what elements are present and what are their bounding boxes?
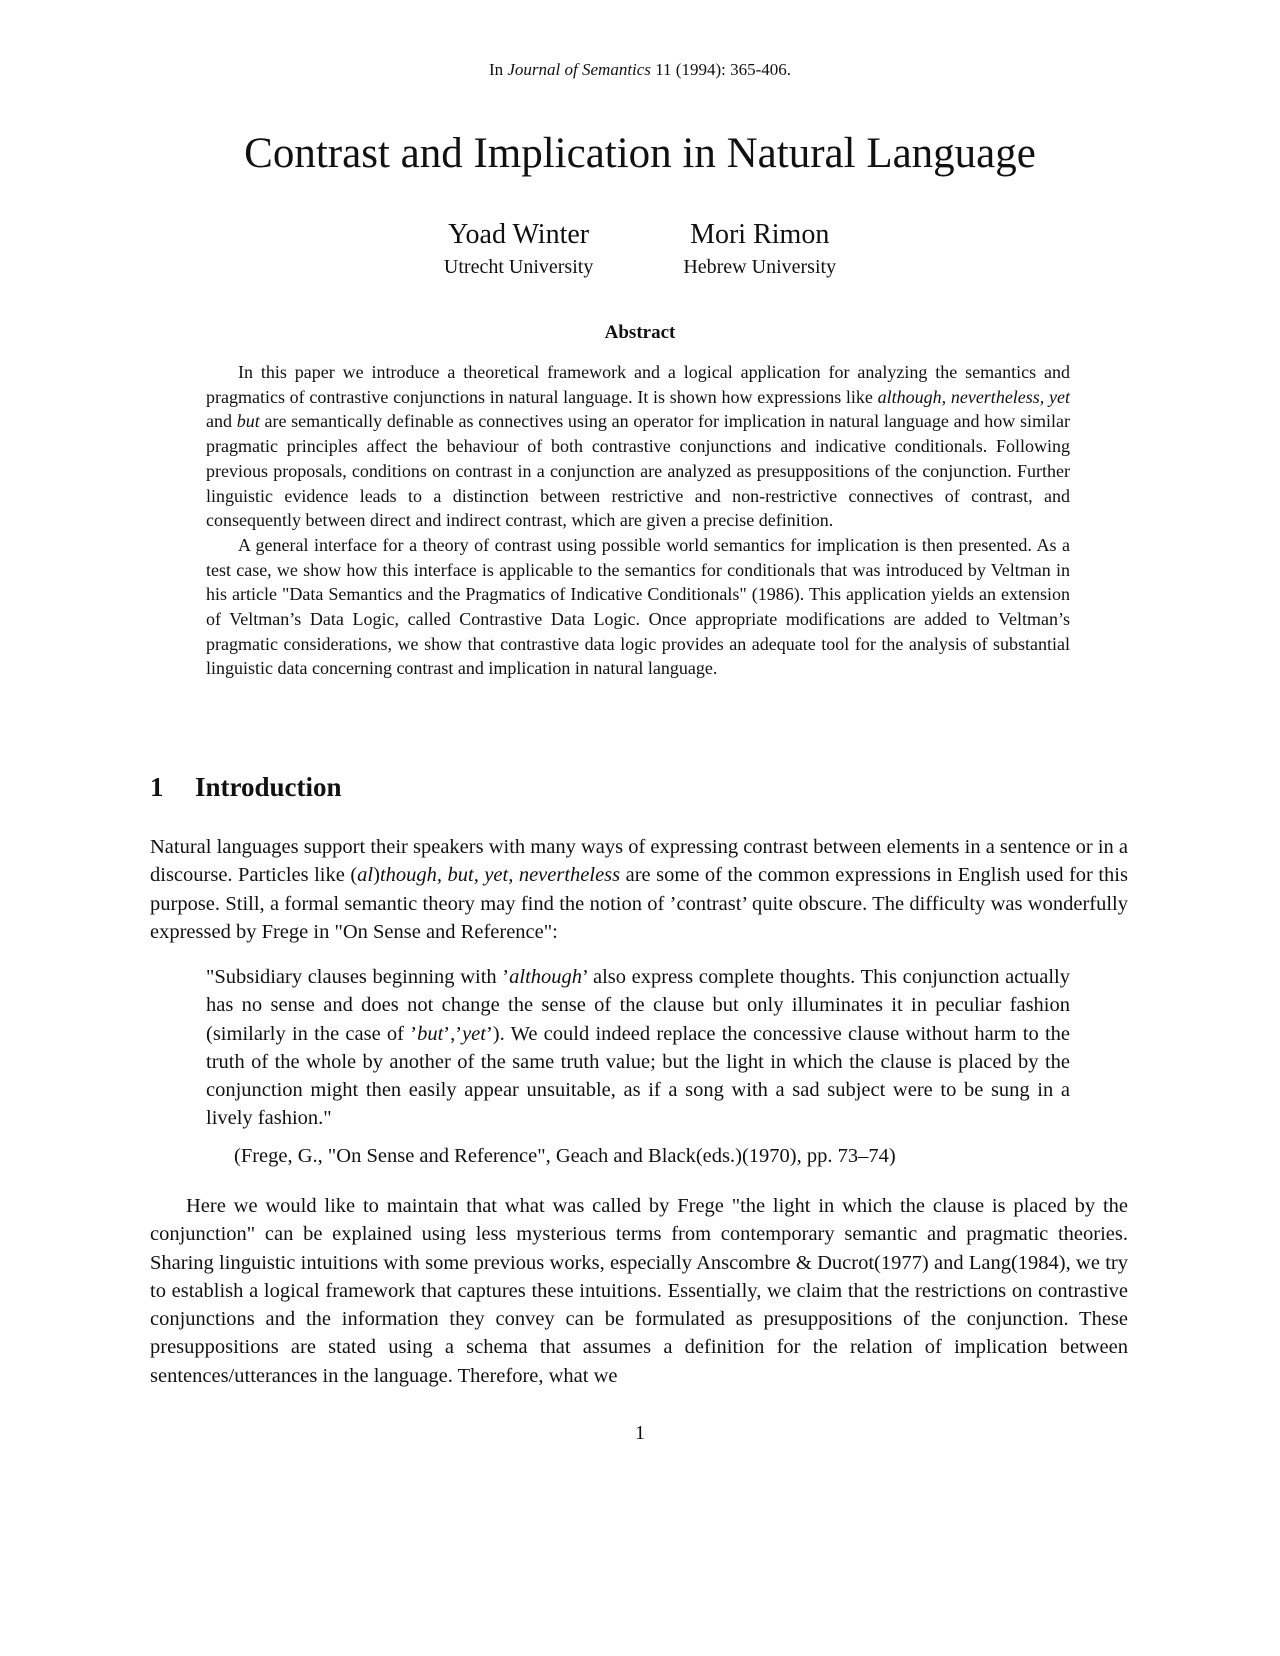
- block-quote: [206, 963, 1070, 1133]
- quote-italic-text: yet: [462, 1022, 486, 1045]
- body-text: ): [373, 864, 380, 887]
- author-1: [444, 218, 593, 282]
- abstract-body: [206, 360, 1070, 681]
- abstract-text: are semantically definable as connectives using an operator for implication in natural language and how similar pragmatic principles affect the behaviour of both contrastive conjunctions and indicative conditionals. Following previous proposals, conditions on contrast in a conjunction are analyzed as presuppositions of the conjunction. Further linguistic evidence leads to a distinction between restrictive and non-restrictive connectives of contrast, and consequently between direct and indirect contrast, which are given a precise definition.: [206, 411, 1070, 531]
- quote-citation: (Frege, G., "On Sense and Reference", Geach and Black(eds.)(1970), pp. 73–74): [234, 1145, 896, 1167]
- body-italic-text: al: [357, 864, 374, 887]
- section-title: Introduction: [195, 772, 342, 802]
- quote-text: ’ also express complete thoughts. This conjunction actually has no sense and does not change the sense of the clause but only illuminates it in peculiar fashion (similarly in the case of ’: [206, 966, 1070, 1045]
- body-paragraph-1: [150, 833, 1128, 946]
- quote-text: "Subsidiary clauses beginning with ’: [206, 966, 510, 988]
- abstract-text: In this paper we introduce a theoretical framework and a logical application for analyzing the semantics and pragmatics of contrastive conjunctions in natural language. It is shown how expressions like: [206, 362, 1070, 407]
- abstract-paragraph-2: A general interface for a theory of contrast using possible world semantics for implication is then presented. As a test case, we show how this interface is applicable to the semantics for conditionals that was introduced by Veltman in his article "Data Semantics and the Pragmatics of Indicative Conditionals" (1986). This application yields an extension of Veltman’s Data Logic, called Contrastive Data Logic. Once appropriate modifications are added to Veltman’s pragmatic considerations, we show that contrastive data logic provides an adequate tool for the analysis of substantial linguistic data concerning contrast and implication in natural language.: [206, 534, 1070, 679]
- body-text: are some of the common expressions in English used for this purpose. Still, a formal semantic theory may find the notion of ’contrast’ quite obscure. The difficulty was wonderfully expressed by Frege in "On Sense and Reference":: [150, 864, 1128, 943]
- section-number: 1: [150, 772, 164, 802]
- quote-italic-text: although: [509, 966, 583, 988]
- author-block: [0, 218, 1280, 282]
- author-name: Yoad Winter: [448, 219, 590, 250]
- author-affiliation: Utrecht University: [443, 255, 594, 278]
- venue-prefix: In: [488, 60, 504, 79]
- quote-text: ’,’: [443, 1022, 463, 1045]
- abstract-heading: Abstract: [604, 322, 676, 343]
- section-heading: [150, 772, 342, 803]
- body-text: Natural languages support their speakers with many ways of expressing contrast between elements in a sentence or in a discourse. Particles like (: [150, 836, 1128, 887]
- journal-name: Journal of Semantics: [507, 60, 651, 79]
- author-2: [683, 218, 836, 282]
- author-name: Mori Rimon: [690, 219, 830, 250]
- page-number: 1: [635, 1422, 645, 1444]
- abstract-text: and: [206, 411, 237, 432]
- abstract-italic-text: but: [236, 411, 260, 432]
- author-affiliation: Hebrew University: [683, 255, 837, 278]
- body-paragraph-2: Here we would like to maintain that what was called by Frege "the light in which the clause is placed by the conjunction" can be explained using less mysterious terms from contemporary semantic and pragmatic theories. Sharing linguistic intuitions with some previous works, especially Anscombre & Ducrot(1977) and Lang(1984), we try to establish a logical framework that captures these intuitions. Essentially, we claim that the restrictions on contrastive conjunctions and the information they convey can be formulated as presuppositions of the conjunction. These presuppositions are stated using a schema that assumes a definition for the relation of implication between sentences/utterances in the language. Therefore, what we: [150, 1195, 1128, 1387]
- abstract-paragraph-1: [206, 360, 1070, 533]
- venue-issue: 11 (1994): 365-406.: [655, 60, 792, 79]
- abstract-italic-text: although, nevertheless, yet: [877, 386, 1070, 407]
- quote-text: ’). We could indeed replace the concessive clause without harm to the truth of the whole by another of the same truth value; but the light in which the clause is placed by the conjunction might then easily appear unsuitable, as if a song with a sad subject were to be sung in a lively fashion.": [206, 1022, 1070, 1130]
- body-italic-text: though, but, yet, nevertheless: [379, 864, 621, 887]
- quote-italic-text: but: [417, 1022, 444, 1045]
- paper-title: Contrast and Implication in Natural Language: [244, 130, 1036, 177]
- journal-reference: [0, 60, 1280, 80]
